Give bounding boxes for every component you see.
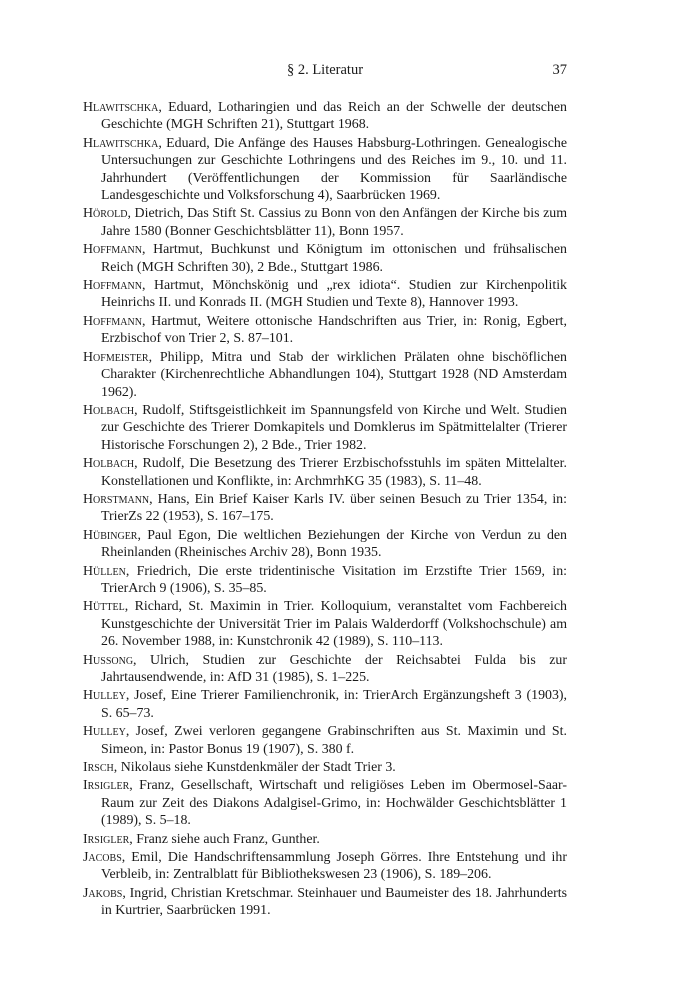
entry-text: , Ingrid, Christian Kretschmar. Steinhauer und Baumeister des 18. Jahrhunderts in Kurtrier, Saarbrücken 1991.	[101, 885, 567, 919]
entry-author: Irsigler	[83, 778, 130, 794]
entry-author: Hüttel	[83, 599, 125, 615]
entry-text: , Nikolaus siehe Kunstdenkmäler der Stadt Trier 3.	[113, 760, 396, 776]
entry-author: Hoffmann	[83, 278, 142, 294]
entry-text: , Hartmut, Weitere ottonische Handschriften aus Trier, in: Ronig, Egbert, Erzbischof von Trier 2, S. 87–101.	[101, 313, 567, 347]
bibliography-entry	[83, 885, 567, 920]
entry-author: Jacobs	[83, 850, 122, 866]
entry-text: , Franz, Gesellschaft, Wirtschaft und religiöses Leben im Obermosel-Saar-Raum zur Zeit des Diakons Adalgisel-Grimo, in: Hochwälder Geschichtsblätter 1 (1989), S. 5–18.	[101, 778, 567, 829]
entry-text: , Ulrich, Studien zur Geschichte der Reichsabtei Fulda bis zur Jahrtausendwende, in: AfD 31 (1985), S. 1–225.	[101, 652, 567, 685]
bibliography-entry	[83, 135, 567, 205]
entry-author: Hoffmann	[83, 242, 142, 258]
entry-author: Hulley	[83, 688, 126, 704]
entry-author: Horstmann	[83, 491, 150, 507]
entry-text: , Eduard, Lotharingien und das Reich an der Schwelle der deutschen Geschichte (MGH Schriften 21), Stuttgart 1968.	[101, 100, 567, 133]
entry-text: , Hartmut, Mönchskönig und „rex idiota“. Studien zur Kirchenpolitik Heinrichs II. und Konrads II. (MGH Studien und Texte 8), Hannover 1993.	[101, 278, 567, 311]
entry-text: , Dietrich, Das Stift St. Cassius zu Bonn von den Anfängen der Kirche bis zum Jahre 1580 (Bonner Geschichtsblätter 11), Bonn 1957.	[101, 206, 567, 239]
entry-text: , Philipp, Mitra und Stab der wirklichen Prälaten ohne bischöflichen Charakter (Kirchenrechtliche Abhandlungen 104), Stuttgart 1928 (ND Amsterdam 1962).	[101, 349, 567, 400]
bibliography-entry	[83, 777, 567, 829]
entry-author: Hussong	[83, 652, 134, 668]
entry-text: , Emil, Die Handschriftensammlung Joseph Görres. Ihre Entstehung und ihr Verbleib, in: Zentralblatt für Bibliothekswesen 23 (1906), S. 189–206.	[101, 850, 567, 883]
bibliography-entry	[83, 491, 567, 526]
bibliography-entry	[83, 652, 567, 687]
bibliography-entry	[83, 277, 567, 312]
bibliography-entry	[83, 759, 567, 776]
entry-author: Hofmeister	[83, 349, 149, 365]
running-header	[83, 62, 567, 82]
bibliography-entry	[83, 723, 567, 758]
running-title: § 2. Literatur	[286, 62, 364, 78]
bibliography-entry	[83, 313, 567, 348]
page-number: 37	[552, 62, 567, 78]
entry-author: Holbach	[83, 402, 135, 418]
entry-author: Hoffmann	[83, 313, 142, 329]
entry-author: Irsigler	[83, 831, 130, 847]
entry-text: , Josef, Zwei verloren gegangene Grabinschriften aus St. Maximin und St. Simeon, in: Pastor Bonus 19 (1907), S. 380 f.	[101, 724, 567, 757]
entry-text: , Richard, St. Maximin in Trier. Kolloquium, veranstaltet vom Fachbereich Kunstgeschichte der Universität Trier im Palais Walderdorff (Volkshochschule) am 26. November 1988, in: Kunstchronik 42 (1989), S. 110–113.	[101, 599, 567, 650]
entry-text: , Hartmut, Buchkunst und Königtum im ottonischen und frühsalischen Reich (MGH Schriften 30), 2 Bde., Stuttgart 1986.	[101, 242, 567, 275]
entry-author: Holbach	[83, 456, 135, 472]
entry-text: , Friedrich, Die erste tridentinische Visitation im Erzstifte Trier 1569, in: TrierArch 9 (1906), S. 35–85.	[101, 563, 567, 596]
entry-author: Hlawitschka	[83, 135, 159, 151]
entry-text: , Franz siehe auch Franz, Gunther.	[129, 831, 320, 847]
entry-author: Hulley	[83, 724, 126, 740]
bibliography-entry	[83, 99, 567, 134]
bibliography-entry	[83, 831, 567, 848]
entry-text: , Rudolf, Die Besetzung des Trierer Erzbischofsstuhls im späten Mittelalter. Konstellationen und Konflikte, in: ArchmrhKG 35 (1983), S. 11–48.	[101, 456, 567, 489]
bibliography-entry	[83, 205, 567, 240]
bibliography-entry	[83, 527, 567, 562]
entry-text: , Josef, Eine Trierer Familienchronik, in: TrierArch Ergänzungsheft 3 (1903), S. 65–73.	[101, 688, 567, 721]
bibliography-entry	[83, 455, 567, 490]
entry-author: Hörold	[83, 206, 128, 222]
entry-text: , Eduard, Die Anfänge des Hauses Habsburg-Lothringen. Genealogische Untersuchungen zur Geschichte Lothringens und des Reiches im 9., 10. und 11. Jahrhundert (Veröffentlichungen der Kommission für Saarländische Landesgeschichte und Volksforschung 4), Saarbrücken 1969.	[101, 135, 567, 204]
bibliography-list	[83, 99, 567, 921]
entry-author: Hüllen	[83, 563, 126, 579]
entry-text: , Hans, Ein Brief Kaiser Karls IV. über seinen Besuch zu Trier 1354, in: TrierZs 22 (1953), S. 167–175.	[101, 491, 567, 525]
entry-author: Jakobs	[83, 885, 123, 901]
bibliography-entry	[83, 687, 567, 722]
entry-author: Hübinger	[83, 527, 138, 543]
bibliography-entry	[83, 563, 567, 598]
bibliography-entry	[83, 402, 567, 454]
bibliography-entry	[83, 349, 567, 401]
entry-text: , Rudolf, Stiftsgeistlichkeit im Spannungsfeld von Kirche und Welt. Studien zur Geschichte des Trierer Domkapitels und Domklerus im Spätmittelalter (Trierer Historische Forschungen 2), 2 Bde., Trier 1982.	[101, 402, 567, 453]
entry-author: Irsch	[83, 760, 114, 776]
bibliography-entry	[83, 598, 567, 650]
bibliography-entry	[83, 241, 567, 276]
bibliography-entry	[83, 849, 567, 884]
entry-author: Hlawitschka	[83, 100, 159, 115]
entry-text: , Paul Egon, Die weltlichen Beziehungen der Kirche von Verdun zu den Rheinlanden (Rheinisches Archiv 28), Bonn 1935.	[101, 527, 567, 561]
